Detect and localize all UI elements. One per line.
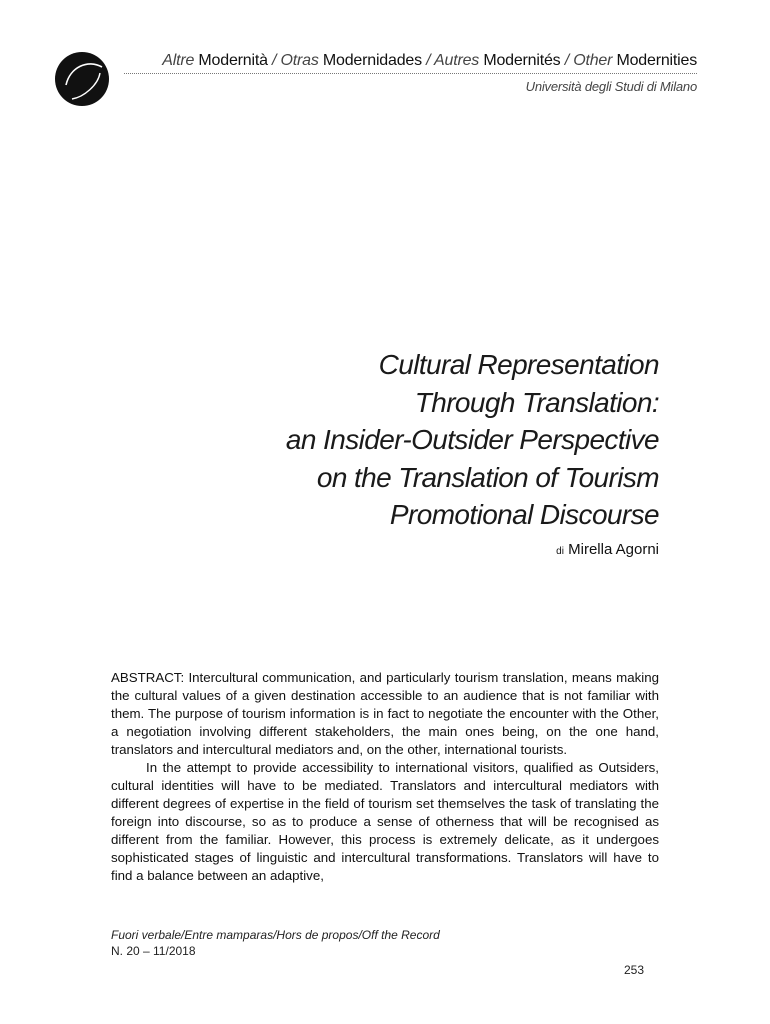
title-line: Promotional Discourse — [389, 499, 659, 530]
abstract-paragraph: In the attempt to provide accessibility to international visitors, qualified as Outsiders, cultural identities will have to be mediated. Translators and intercultural mediators with different degrees of expertise in the field of tourism set themselves the task of translating the foreign into discourse, so as to produce a sense of otherness that will be recognised as different from the familiar. However, this process is extremely delicate, as it undergoes sophisticated stages of linguistic and intercultural transformations. Translators will have to find a balance between an adaptive, — [111, 760, 659, 883]
title-line: Cultural Representation — [378, 349, 659, 380]
article-title — [200, 346, 659, 534]
footer-issue: N. 20 – 11/2018 — [111, 944, 196, 958]
university-name: Università degli Studi di Milano — [525, 79, 697, 94]
header-divider — [124, 73, 697, 74]
title-line: on the Translation of Tourism — [316, 461, 659, 493]
header-part: / Autres Modernités — [421, 52, 561, 69]
author-name: Mirella Agorni — [568, 541, 659, 558]
footer-journal: Fuori verbale/Entre mamparas/Hors de propos/Off the Record — [111, 928, 440, 942]
abstract — [111, 669, 659, 885]
header-part: Altre Modernità — [162, 52, 268, 69]
abstract-paragraph: ABSTRACT: Intercultural communication, and particularly tourism translation, means making the cultural values of a given destination accessible to an audience that is not familiar with them. The purpose of tourism information is in fact to negotiate the encounter with the Other, a negotiation involving different stakeholders, the main ones being, on the one hand, translators and intercultural mediators and, on the other, international tourists. — [111, 670, 659, 757]
title-line: Through Translation: — [414, 386, 659, 418]
author-prefix: di — [556, 546, 564, 557]
journal-logo — [54, 51, 110, 107]
header-part: / Otras Modernidades — [267, 52, 422, 69]
journal-header — [124, 52, 697, 70]
page-number: 253 — [623, 963, 644, 977]
header-part: / Other Modernities — [560, 52, 697, 69]
author-line — [400, 541, 659, 558]
title-line: an Insider-Outsider Perspective — [285, 424, 659, 455]
